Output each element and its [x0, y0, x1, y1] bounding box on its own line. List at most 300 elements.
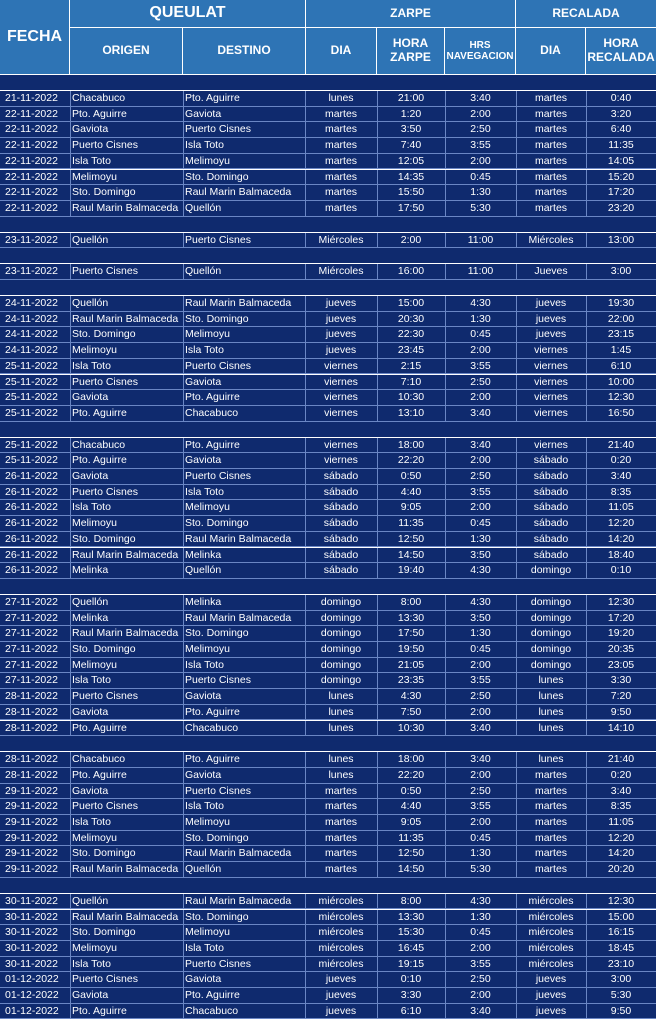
column-divider — [377, 815, 378, 830]
cell-origen: Pto. Aguirre — [72, 1004, 127, 1017]
column-divider — [183, 563, 184, 578]
cell-fecha: 30-11-2022 — [5, 957, 58, 970]
column-divider — [305, 185, 306, 200]
cell-dia-recalada: martes — [534, 768, 568, 781]
column-divider — [183, 91, 184, 106]
column-divider — [183, 1004, 184, 1019]
column-divider — [377, 862, 378, 877]
cell-hora-recalada: 9:50 — [610, 1004, 632, 1017]
cell-hora-recalada: 14:20 — [607, 847, 635, 860]
column-divider — [70, 107, 71, 122]
column-divider — [183, 988, 184, 1003]
cell-origen: Pto. Aguirre — [72, 107, 127, 120]
cell-origen: Isla Toto — [72, 957, 111, 970]
cell-dia-zarpe: viernes — [324, 375, 358, 388]
column-divider — [183, 138, 184, 153]
column-divider — [183, 689, 184, 704]
group-separator — [0, 248, 656, 264]
table-row — [0, 784, 656, 800]
header-origen: ORIGEN — [70, 28, 182, 74]
cell-origen: Quellón — [72, 595, 109, 608]
column-divider — [516, 438, 517, 453]
cell-origen: Gaviota — [72, 784, 109, 797]
cell-fecha: 29-11-2022 — [5, 784, 58, 797]
column-divider — [183, 406, 184, 421]
cell-hora-zarpe: 22:30 — [397, 328, 425, 341]
column-divider — [183, 107, 184, 122]
column-divider — [305, 1004, 306, 1019]
column-divider — [516, 485, 517, 500]
column-divider — [70, 1004, 71, 1019]
column-divider — [305, 296, 306, 311]
cell-destino: Sto. Domingo — [185, 627, 249, 640]
cell-hora-zarpe: 2:15 — [400, 359, 422, 372]
cell-dia-recalada: miércoles — [528, 910, 574, 923]
column-divider — [70, 485, 71, 500]
column-divider — [516, 548, 517, 563]
cell-hora-recalada: 12:20 — [607, 517, 635, 530]
column-divider — [70, 626, 71, 641]
cell-hora-recalada: 9:50 — [610, 705, 632, 718]
cell-hora-zarpe: 23:35 — [397, 674, 425, 687]
cell-hora-recalada: 12:30 — [607, 595, 635, 608]
cell-destino: Puerto Cisnes — [185, 784, 251, 797]
table-row — [0, 721, 656, 737]
cell-destino: Isla Toto — [185, 941, 224, 954]
column-divider — [305, 626, 306, 641]
column-divider — [70, 154, 71, 169]
cell-hora-zarpe: 1:20 — [400, 107, 422, 120]
column-divider — [183, 721, 184, 736]
cell-destino: Pto. Aguirre — [185, 391, 240, 404]
cell-dia-recalada: domingo — [530, 595, 572, 608]
column-divider — [70, 595, 71, 610]
cell-dia-zarpe: lunes — [328, 721, 354, 734]
column-divider — [516, 642, 517, 657]
cell-destino: Raul Marin Balmaceda — [185, 847, 292, 860]
column-divider — [445, 438, 446, 453]
cell-fecha: 26-11-2022 — [5, 470, 58, 482]
cell-hora-zarpe: 4:30 — [400, 690, 422, 703]
cell-destino: Quellón — [185, 201, 222, 214]
column-divider — [586, 264, 587, 279]
column-divider — [516, 327, 517, 342]
cell-origen: Chacabuco — [72, 92, 126, 104]
column-divider — [445, 705, 446, 720]
cell-hrs-navegacion: 2:50 — [470, 470, 491, 482]
table-row — [0, 485, 656, 501]
cell-fecha: 25-11-2022 — [5, 375, 58, 388]
cell-hora-zarpe: 14:50 — [397, 548, 425, 561]
table-row — [0, 343, 656, 359]
column-divider — [445, 233, 446, 248]
cell-origen: Raul Marin Balmaceda — [72, 863, 179, 876]
cell-fecha: 25-11-2022 — [5, 391, 58, 404]
cell-dia-zarpe: sábado — [323, 501, 359, 514]
table-row — [0, 941, 656, 957]
table-row — [0, 185, 656, 201]
table-row — [0, 201, 656, 217]
column-divider — [305, 485, 306, 500]
cell-dia-recalada: miércoles — [528, 926, 574, 939]
cell-origen: Sto. Domingo — [72, 328, 136, 341]
cell-dia-recalada: viernes — [534, 406, 568, 419]
column-divider — [377, 595, 378, 610]
cell-fecha: 27-11-2022 — [5, 643, 58, 655]
column-divider — [516, 988, 517, 1003]
column-divider — [305, 264, 306, 279]
column-divider — [445, 595, 446, 610]
column-divider — [183, 799, 184, 814]
cell-dia-recalada: martes — [534, 186, 568, 199]
column-divider — [586, 233, 587, 248]
cell-hora-recalada: 19:30 — [607, 297, 635, 309]
cell-hora-zarpe: 10:30 — [397, 391, 425, 404]
column-divider — [586, 752, 587, 767]
cell-hrs-navegacion: 2:00 — [470, 391, 491, 404]
group-separator — [0, 280, 656, 296]
column-divider — [305, 957, 306, 972]
group-separator — [0, 736, 656, 752]
column-divider — [586, 815, 587, 830]
cell-fecha: 25-11-2022 — [5, 359, 58, 372]
cell-fecha: 26-11-2022 — [5, 485, 58, 498]
cell-hora-recalada: 12:20 — [607, 831, 635, 844]
cell-origen: Melinka — [72, 564, 109, 577]
cell-origen: Gaviota — [72, 470, 109, 482]
column-divider — [70, 548, 71, 563]
cell-hora-zarpe: 4:40 — [400, 485, 422, 498]
column-divider — [445, 721, 446, 736]
column-divider — [516, 375, 517, 390]
column-divider — [516, 469, 517, 484]
cell-hora-zarpe: 20:30 — [397, 312, 425, 325]
header-hora-recalada: HORA RECALADA — [586, 28, 656, 74]
cell-hora-recalada: 8:35 — [610, 800, 632, 813]
column-divider — [305, 516, 306, 531]
column-divider — [183, 375, 184, 390]
column-divider — [305, 233, 306, 248]
cell-hora-recalada: 18:40 — [607, 548, 635, 561]
column-divider — [516, 910, 517, 925]
table-row — [0, 312, 656, 328]
cell-dia-recalada: sábado — [533, 485, 569, 498]
column-divider — [445, 516, 446, 531]
cell-destino: Pto. Aguirre — [185, 705, 240, 718]
cell-hora-zarpe: 21:05 — [397, 658, 425, 671]
table-row — [0, 910, 656, 926]
column-divider — [586, 485, 587, 500]
cell-hora-recalada: 23:20 — [607, 201, 635, 214]
column-divider — [516, 673, 517, 688]
column-divider — [445, 894, 446, 909]
column-divider — [516, 894, 517, 909]
cell-origen: Sto. Domingo — [72, 926, 136, 939]
table-row — [0, 438, 656, 454]
cell-hrs-navegacion: 3:55 — [470, 674, 491, 687]
cell-hora-recalada: 23:10 — [607, 957, 635, 970]
cell-hora-zarpe: 11:35 — [398, 831, 424, 844]
column-divider — [377, 721, 378, 736]
cell-hora-recalada: 3:30 — [610, 674, 632, 687]
cell-dia-recalada: sábado — [533, 532, 569, 545]
column-divider — [516, 831, 517, 846]
column-divider — [516, 122, 517, 137]
table-row — [0, 658, 656, 674]
column-divider — [586, 532, 587, 547]
cell-dia-zarpe: viernes — [324, 406, 358, 419]
column-divider — [445, 485, 446, 500]
cell-dia-zarpe: jueves — [325, 973, 357, 986]
table-row — [0, 925, 656, 941]
table-row — [0, 972, 656, 988]
column-divider — [183, 327, 184, 342]
column-divider — [305, 154, 306, 169]
cell-dia-zarpe: lunes — [328, 753, 354, 766]
cell-dia-zarpe: domingo — [320, 643, 362, 655]
column-divider — [70, 721, 71, 736]
cell-destino: Melinka — [185, 595, 222, 608]
cell-hora-recalada: 0:10 — [610, 564, 632, 577]
column-divider — [586, 611, 587, 626]
column-divider — [305, 406, 306, 421]
column-divider — [305, 705, 306, 720]
cell-destino: Chacabuco — [185, 1004, 239, 1017]
column-divider — [377, 485, 378, 500]
cell-origen: Sto. Domingo — [72, 186, 136, 199]
column-divider — [70, 359, 71, 374]
column-divider — [445, 563, 446, 578]
cell-dia-zarpe: martes — [324, 170, 358, 183]
column-divider — [377, 689, 378, 704]
cell-origen: Puerto Cisnes — [72, 485, 138, 498]
cell-hora-recalada: 19:20 — [607, 627, 635, 640]
cell-hora-zarpe: 12:50 — [397, 532, 425, 545]
column-divider — [377, 438, 378, 453]
cell-hrs-navegacion: 4:30 — [470, 595, 491, 608]
cell-dia-zarpe: Miércoles — [318, 233, 364, 246]
table-row — [0, 107, 656, 123]
column-divider — [305, 138, 306, 153]
cell-hrs-navegacion: 0:45 — [470, 831, 491, 844]
cell-hrs-navegacion: 2:00 — [470, 107, 491, 120]
column-divider — [586, 988, 587, 1003]
table-row — [0, 406, 656, 422]
cell-fecha: 22-11-2022 — [5, 201, 58, 214]
column-divider — [377, 138, 378, 153]
column-divider — [305, 122, 306, 137]
column-divider — [586, 642, 587, 657]
column-divider — [586, 138, 587, 153]
cell-fecha: 30-11-2022 — [5, 910, 58, 923]
cell-hora-recalada: 3:20 — [610, 107, 632, 120]
column-divider — [586, 941, 587, 956]
column-divider — [377, 185, 378, 200]
cell-hrs-navegacion: 3:40 — [470, 438, 491, 451]
cell-dia-recalada: lunes — [538, 721, 564, 734]
column-divider — [377, 894, 378, 909]
table-row — [0, 1004, 656, 1020]
cell-destino: Quellón — [185, 265, 222, 278]
cell-dia-recalada: sábado — [533, 454, 569, 467]
table-row — [0, 705, 656, 721]
cell-hora-recalada: 11:35 — [608, 139, 634, 152]
column-divider — [445, 201, 446, 216]
table-row — [0, 122, 656, 138]
cell-hora-recalada: 21:40 — [607, 438, 635, 451]
column-divider — [183, 894, 184, 909]
cell-hrs-navegacion: 2:00 — [470, 705, 491, 718]
cell-dia-recalada: jueves — [535, 989, 567, 1001]
column-divider — [183, 185, 184, 200]
table-row — [0, 264, 656, 280]
cell-fecha: 24-11-2022 — [5, 312, 58, 325]
column-divider — [586, 107, 587, 122]
cell-hrs-navegacion: 3:50 — [470, 611, 491, 624]
cell-dia-zarpe: miércoles — [318, 941, 364, 954]
cell-origen: Isla Toto — [72, 501, 111, 514]
column-divider — [183, 438, 184, 453]
cell-hora-recalada: 12:30 — [607, 894, 635, 907]
cell-dia-zarpe: viernes — [324, 391, 358, 404]
cell-destino: Gaviota — [185, 375, 222, 388]
cell-hrs-navegacion: 1:30 — [470, 910, 491, 923]
column-divider — [377, 516, 378, 531]
column-divider — [305, 469, 306, 484]
group-separator — [0, 579, 656, 595]
cell-fecha: 23-11-2022 — [5, 233, 58, 246]
cell-destino: Quellón — [185, 863, 222, 876]
column-divider — [305, 768, 306, 783]
cell-dia-recalada: martes — [534, 800, 568, 813]
table-row — [0, 894, 656, 910]
table-row — [0, 469, 656, 485]
column-divider — [70, 831, 71, 846]
column-divider — [70, 611, 71, 626]
column-divider — [516, 296, 517, 311]
cell-origen: Raul Marin Balmaceda — [72, 201, 179, 214]
column-divider — [445, 972, 446, 987]
cell-dia-zarpe: martes — [324, 847, 358, 860]
column-divider — [516, 500, 517, 515]
column-divider — [305, 343, 306, 358]
cell-dia-zarpe: jueves — [325, 328, 357, 341]
cell-dia-recalada: miércoles — [528, 957, 574, 970]
cell-dia-zarpe: jueves — [325, 344, 357, 357]
column-divider — [445, 154, 446, 169]
column-divider — [305, 453, 306, 468]
column-divider — [516, 516, 517, 531]
cell-hrs-navegacion: 3:55 — [470, 957, 491, 970]
header-dia-recalada: DIA — [516, 28, 585, 74]
column-divider — [516, 799, 517, 814]
column-divider — [516, 233, 517, 248]
column-divider — [70, 910, 71, 925]
cell-destino: Pto. Aguirre — [185, 438, 240, 451]
cell-destino: Raul Marin Balmaceda — [185, 894, 292, 907]
group-separator — [0, 75, 656, 91]
cell-hora-zarpe: 0:50 — [400, 470, 422, 482]
column-divider — [516, 91, 517, 106]
cell-fecha: 29-11-2022 — [5, 847, 58, 860]
column-divider — [70, 469, 71, 484]
column-divider — [445, 138, 446, 153]
column-divider — [305, 894, 306, 909]
cell-origen: Puerto Cisnes — [72, 265, 138, 278]
column-divider — [445, 264, 446, 279]
column-divider — [70, 815, 71, 830]
cell-origen: Melimoyu — [72, 517, 117, 530]
table-row — [0, 642, 656, 658]
cell-destino: Isla Toto — [185, 485, 224, 498]
cell-dia-recalada: domingo — [530, 643, 572, 655]
cell-fecha: 25-11-2022 — [5, 438, 58, 451]
column-divider — [445, 689, 446, 704]
cell-hrs-navegacion: 2:50 — [470, 123, 491, 136]
cell-fecha: 27-11-2022 — [5, 674, 58, 687]
column-divider — [183, 626, 184, 641]
column-divider — [516, 453, 517, 468]
column-divider — [586, 170, 587, 185]
cell-dia-recalada: jueves — [535, 973, 567, 986]
cell-dia-recalada: martes — [534, 863, 568, 876]
column-divider — [377, 122, 378, 137]
column-divider — [377, 846, 378, 861]
cell-hora-zarpe: 13:30 — [397, 611, 425, 624]
cell-dia-recalada: martes — [534, 201, 568, 214]
column-divider — [183, 312, 184, 327]
column-divider — [445, 312, 446, 327]
cell-destino: Puerto Cisnes — [185, 470, 251, 482]
column-divider — [377, 752, 378, 767]
column-divider — [183, 705, 184, 720]
cell-fecha: 24-11-2022 — [5, 328, 58, 341]
column-divider — [377, 343, 378, 358]
cell-destino: Gaviota — [185, 973, 222, 986]
column-divider — [70, 170, 71, 185]
column-divider — [70, 233, 71, 248]
cell-hora-zarpe: 3:50 — [400, 123, 422, 136]
cell-fecha: 26-11-2022 — [5, 548, 58, 561]
cell-hrs-navegacion: 3:55 — [470, 359, 491, 372]
cell-origen: Isla Toto — [72, 674, 111, 687]
cell-fecha: 27-11-2022 — [5, 595, 58, 608]
table-row — [0, 626, 656, 642]
column-divider — [516, 705, 517, 720]
header-hrs-navegacion: HRS NAVEGACION — [445, 28, 515, 74]
column-divider — [305, 500, 306, 515]
cell-origen: Isla Toto — [72, 154, 111, 167]
column-divider — [445, 532, 446, 547]
column-divider — [377, 154, 378, 169]
column-divider — [445, 453, 446, 468]
cell-hora-zarpe: 19:40 — [397, 564, 425, 577]
table-row — [0, 862, 656, 878]
cell-hora-zarpe: 21:00 — [397, 92, 425, 104]
column-divider — [183, 941, 184, 956]
cell-dia-recalada: lunes — [538, 690, 564, 703]
cell-hrs-navegacion: 2:50 — [470, 973, 491, 986]
cell-fecha: 22-11-2022 — [5, 170, 58, 183]
cell-dia-recalada: jueves — [535, 1004, 567, 1017]
column-divider — [586, 658, 587, 673]
cell-dia-zarpe: miércoles — [318, 926, 364, 939]
table-row — [0, 548, 656, 564]
column-divider — [516, 343, 517, 358]
cell-destino: Sto. Domingo — [185, 170, 249, 183]
cell-dia-recalada: sábado — [533, 470, 569, 482]
column-divider — [377, 658, 378, 673]
